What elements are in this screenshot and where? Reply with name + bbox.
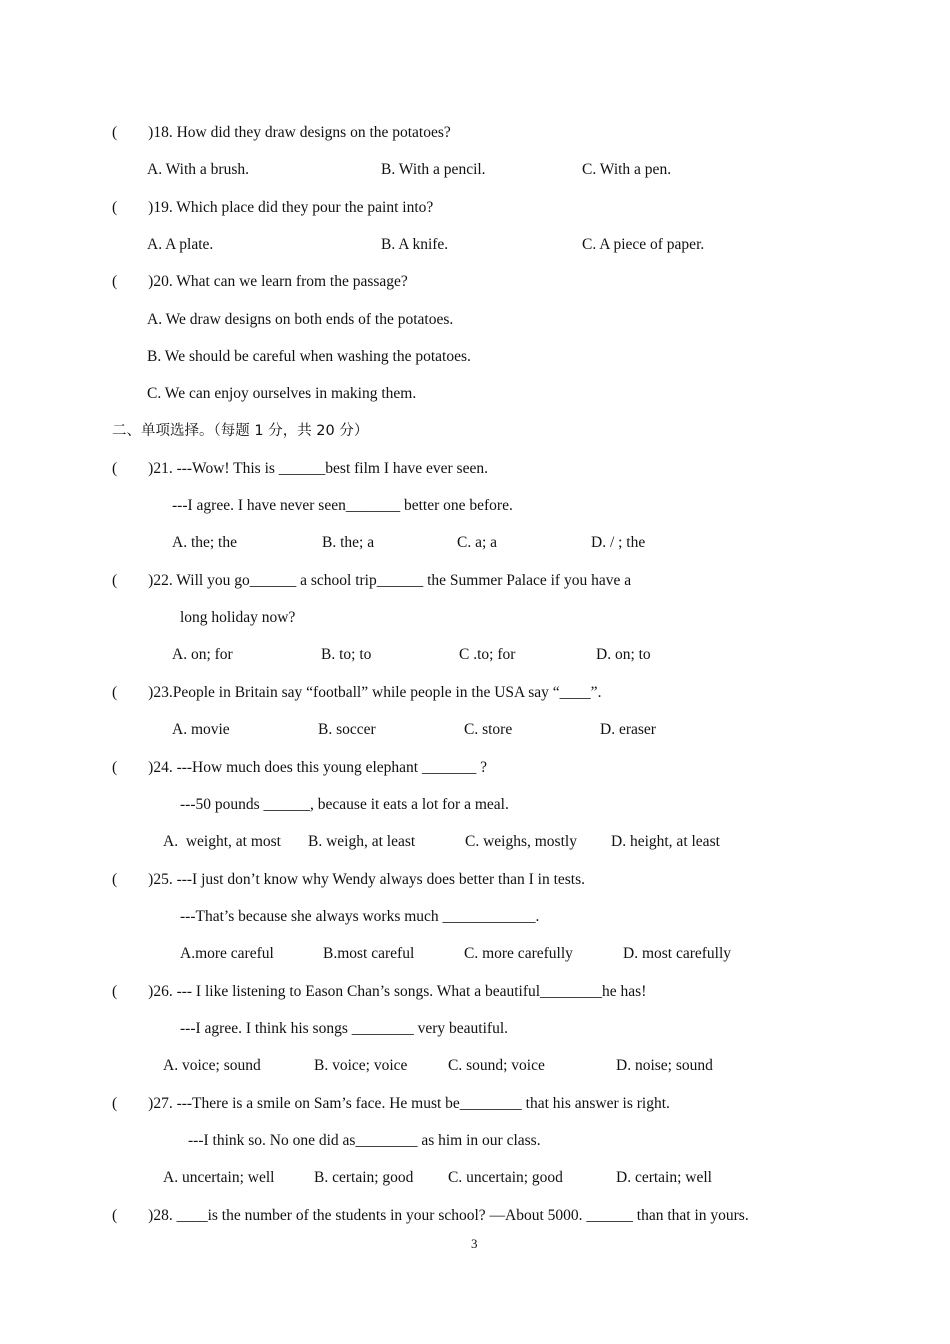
q21-option-a: A. the; the xyxy=(172,534,237,551)
q21-option-c: C. a; a xyxy=(457,534,498,551)
q26-stem: ( )26. --- I like listening to Eason Chan’s songs. What a beautiful________he has! xyxy=(112,983,647,1000)
q25-option-a: A.more careful xyxy=(180,945,274,962)
q23-option-b: B. soccer xyxy=(318,721,376,738)
q21-option-d: D. / ; the xyxy=(591,534,646,551)
q23-option-d: D. eraser xyxy=(600,721,656,738)
q26-option-b: B. voice; voice xyxy=(314,1057,408,1074)
q27-option-d: D. certain; well xyxy=(616,1169,712,1186)
q25-option-c: C. more carefully xyxy=(464,945,573,962)
q24-option-c: C. weighs, mostly xyxy=(465,833,577,850)
q22-option-b: B. to; to xyxy=(321,646,372,663)
q20-option-a: A. We draw designs on both ends of the potatoes. xyxy=(147,311,454,328)
q26-line2: ---I agree. I think his songs ________ very beautiful. xyxy=(180,1020,509,1037)
q23-option-a: A. movie xyxy=(172,721,230,738)
q26-option-c: C. sound; voice xyxy=(448,1057,545,1074)
q27-option-b: B. certain; good xyxy=(314,1169,414,1186)
q27-line2: ---I think so. No one did as________ as him in our class. xyxy=(188,1132,541,1149)
q18-option-c: C. With a pen. xyxy=(582,161,672,178)
q18-option-b: B. With a pencil. xyxy=(381,161,486,178)
q28-stem: ( )28. ____is the number of the students in your school? —About 5000. ______ than that in yours. xyxy=(112,1207,749,1224)
q21-stem: ( )21. ---Wow! This is ______best film I have ever seen. xyxy=(112,460,488,477)
q25-option-d: D. most carefully xyxy=(623,945,732,962)
page-number: 3 xyxy=(471,1236,478,1251)
q19-option-a: A. A plate. xyxy=(147,236,214,253)
q21-line2: ---I agree. I have never seen_______ better one before. xyxy=(172,497,513,514)
q26-option-a: A. voice; sound xyxy=(163,1057,261,1074)
q19-option-c: C. A piece of paper. xyxy=(582,236,705,253)
q24-stem: ( )24. ---How much does this young elephant _______ ? xyxy=(112,759,487,776)
q25-option-b: B.most careful xyxy=(323,945,415,962)
q19-option-b: B. A knife. xyxy=(381,236,449,253)
q24-option-b: B. weigh, at least xyxy=(308,833,416,850)
q24-option-a: A. weight, at most xyxy=(163,833,281,850)
q27-option-a: A. uncertain; well xyxy=(163,1169,275,1186)
q22-option-a: A. on; for xyxy=(172,646,233,663)
q20-stem: ( )20. What can we learn from the passage? xyxy=(112,273,408,290)
q23-option-c: C. store xyxy=(464,721,513,738)
q24-line2: ---50 pounds ______, because it eats a lot for a meal. xyxy=(180,796,509,813)
q19-stem: ( )19. Which place did they pour the paint into? xyxy=(112,199,434,216)
q23-stem: ( )23.People in Britain say “football” while people in the USA say “____”. xyxy=(112,684,602,701)
q18-option-a: A. With a brush. xyxy=(147,161,249,178)
q21-option-b: B. the; a xyxy=(322,534,375,551)
q27-stem: ( )27. ---There is a smile on Sam’s face. He must be________ that his answer is right. xyxy=(112,1095,670,1112)
q22-option-c: C .to; for xyxy=(459,646,516,663)
q27-option-c: C. uncertain; good xyxy=(448,1169,563,1186)
q22-line2: long holiday now? xyxy=(180,609,296,626)
q20-option-c: C. We can enjoy ourselves in making them. xyxy=(147,385,417,402)
q24-option-d: D. height, at least xyxy=(611,833,720,850)
q25-line2: ---That’s because she always works much ____________. xyxy=(180,908,540,925)
section-heading: 二、单项选择。（每题 1 分，共 20 分） xyxy=(112,423,369,439)
q18-stem: ( )18. How did they draw designs on the potatoes? xyxy=(112,124,451,141)
q22-stem: ( )22. Will you go______ a school trip______ the Summer Palace if you have a xyxy=(112,572,632,589)
q25-stem: ( )25. ---I just don’t know why Wendy always does better than I in tests. xyxy=(112,871,585,888)
q26-option-d: D. noise; sound xyxy=(616,1057,713,1074)
q20-option-b: B. We should be careful when washing the potatoes. xyxy=(147,348,471,365)
q22-option-d: D. on; to xyxy=(596,646,651,663)
